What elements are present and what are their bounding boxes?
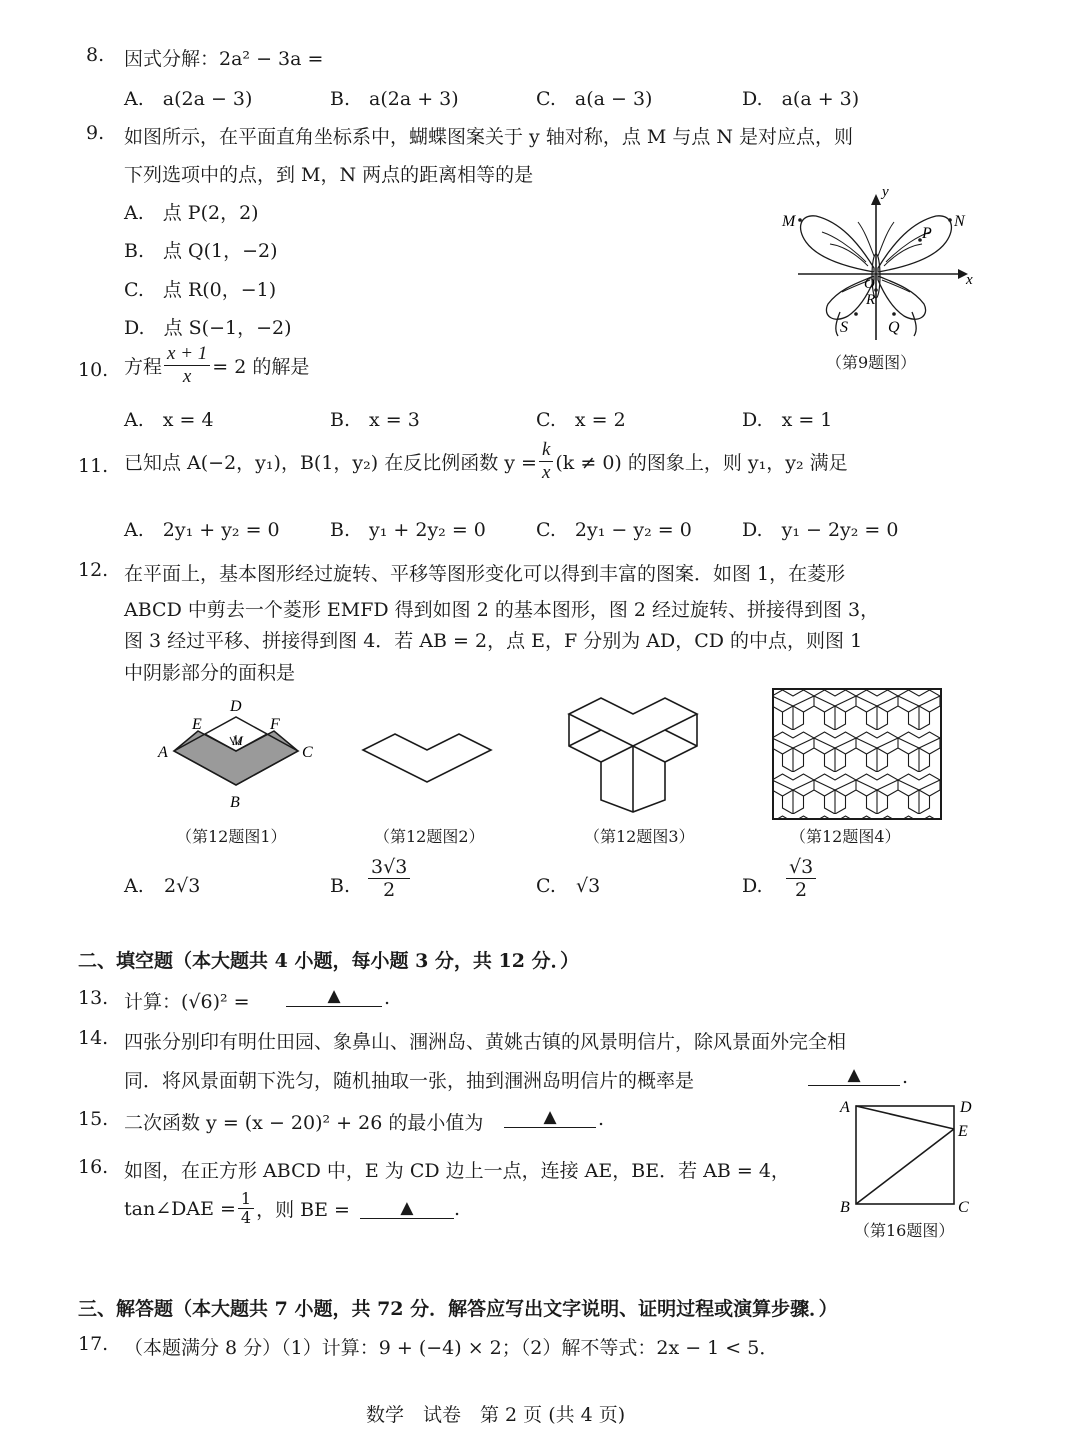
q9-label-p: P xyxy=(922,225,932,242)
q12-option-d-den: 2 xyxy=(795,879,808,901)
q16-number: 16. xyxy=(78,1156,109,1178)
q11-option-c: C. 2y₁ − y₂ = 0 xyxy=(536,519,692,541)
q16-figure-caption: （第16题图） xyxy=(854,1221,955,1240)
q10-option-c: C. x = 2 xyxy=(536,409,626,431)
q13-stem: 计算：(√6)² = xyxy=(124,991,250,1013)
q10-prefix: 方程 xyxy=(124,356,163,378)
q12-fig1-label-b: B xyxy=(230,794,240,811)
q16-answer-blank[interactable]: ▲ xyxy=(360,1198,454,1219)
q10-fraction xyxy=(164,343,210,388)
q12-stem-line1: 在平面上，基本图形经过旋转、平移等图形变化可以得到丰富的图案．如图 1，在菱形 xyxy=(124,563,846,585)
q16-label-e: E xyxy=(958,1123,968,1140)
q10-option-d: D. x = 1 xyxy=(742,409,833,431)
q11-suffix: (k ≠ 0) 的图象上，则 y₁，y₂ 满足 xyxy=(555,452,848,474)
q12-stem-line3: 图 3 经过平移、拼接得到图 4．若 AB = 2，点 E，F 分别为 AD，CD 的中点，则图 1 xyxy=(124,630,863,652)
q12-figure-3 xyxy=(565,690,705,815)
q9-label-r: R xyxy=(866,292,876,308)
q12-option-b-den: 2 xyxy=(383,879,396,901)
q16-frac-num: 1 xyxy=(238,1190,254,1209)
q12-fig2-caption: （第12题图2） xyxy=(374,827,485,846)
q16-tan-suffix: ，则 BE = xyxy=(256,1199,350,1221)
q8-option-c: C. a(a − 3) xyxy=(536,88,653,110)
q11-option-d: D. y₁ − 2y₂ = 0 xyxy=(742,519,899,541)
q14-end: . xyxy=(902,1066,909,1088)
q9-option-b: B. 点 Q(1，−2) xyxy=(124,240,278,262)
q11-option-a: A. 2y₁ + y₂ = 0 xyxy=(124,519,280,541)
q14-answer-blank[interactable]: ▲ xyxy=(808,1065,900,1086)
q9-number: 9. xyxy=(86,122,105,144)
q8-number: 8. xyxy=(86,44,105,66)
q13-answer-blank[interactable]: ▲ xyxy=(286,986,382,1007)
q12-fig1-label-a: A xyxy=(158,744,168,761)
q10-suffix: = 2 的解是 xyxy=(212,356,310,378)
q8-option-a: A. a(2a − 3) xyxy=(124,88,253,110)
q12-fig1-label-d: D xyxy=(230,698,242,715)
q10-frac-den: x xyxy=(182,366,192,387)
q16-tan-prefix: tan∠DAE = xyxy=(124,1197,236,1220)
q13-number: 13. xyxy=(78,987,109,1009)
q12-option-b-fraction xyxy=(368,856,410,901)
q12-number: 12. xyxy=(78,559,109,581)
q9-label-s: S xyxy=(840,319,848,336)
q16-end: . xyxy=(453,1197,460,1220)
section3-heading: 三、解答题（本大题共 7 小题，共 72 分．解答应写出文字说明、证明过程或演算步骤．） xyxy=(78,1298,838,1320)
q9-option-c: C. 点 R(0，−1) xyxy=(124,279,277,301)
q16-label-b: B xyxy=(840,1199,850,1214)
q9-stem-line1: 如图所示，在平面直角坐标系中，蝴蝶图案关于 y 轴对称，点 M 与点 N 是对应点，则 xyxy=(124,126,854,148)
q9-stem-line2: 下列选项中的点，到 M，N 两点的距离相等的是 xyxy=(124,164,534,186)
q12-option-c-value: √3 xyxy=(576,875,601,897)
q10-frac-num: x + 1 xyxy=(164,343,210,366)
q11-option-b: B. y₁ + 2y₂ = 0 xyxy=(330,519,486,541)
q16-label-d: D xyxy=(960,1099,972,1116)
q12-figure-2 xyxy=(355,720,525,800)
q10-number: 10. xyxy=(78,359,109,381)
q11-stem xyxy=(124,439,848,484)
q9-label-m: M xyxy=(782,213,796,230)
q9-option-d: D. 点 S(−1，−2) xyxy=(124,317,292,339)
q11-frac-num: k xyxy=(539,439,553,462)
q16-square-figure xyxy=(836,1094,986,1214)
page-footer: 数学 试卷 第 2 页 (共 4 页) xyxy=(366,1404,626,1426)
q16-stem-line1: 如图，在正方形 ABCD 中，E 为 CD 边上一点，连接 AE，BE．若 AB = 4， xyxy=(124,1160,790,1182)
q14-stem-line2: 同．将风景面朝下洗匀，随机抽取一张，抽到涠洲岛明信片的概率是 xyxy=(124,1070,695,1092)
q12-option-d-num: √3 xyxy=(786,856,816,879)
q10-option-b: B. x = 3 xyxy=(330,409,420,431)
q11-prefix: 已知点 A(−2，y₁)，B(1，y₂) 在反比例函数 y = xyxy=(124,452,537,474)
q11-fraction xyxy=(539,439,553,484)
q9-label-y: y xyxy=(882,184,889,200)
q12-option-d-label: D. xyxy=(742,875,763,897)
q10-option-a: A. x = 4 xyxy=(124,409,214,431)
q8-option-b: B. a(2a + 3) xyxy=(330,88,459,110)
q12-stem-line2: ABCD 中剪去一个菱形 EMFD 得到如图 2 的基本图形，图 2 经过旋转、拼接得到图 3， xyxy=(124,599,880,621)
q12-figure-1 xyxy=(150,695,330,815)
q12-option-c-label: C. xyxy=(536,875,556,897)
q9-label-q: Q xyxy=(888,319,900,336)
q12-figure-4 xyxy=(772,688,942,820)
section2-heading: 二、填空题（本大题共 4 小题，每小题 3 分，共 12 分．） xyxy=(78,950,580,972)
q12-fig4-caption: （第12题图4） xyxy=(790,827,901,846)
q15-number: 15. xyxy=(78,1108,109,1130)
q10-stem xyxy=(124,343,309,388)
q9-option-a: A. 点 P(2，2) xyxy=(124,202,259,224)
q12-fig1-caption: （第12题图1） xyxy=(176,827,287,846)
q12-option-a-value: 2√3 xyxy=(164,875,201,897)
q15-stem: 二次函数 y = (x − 20)² + 26 的最小值为 xyxy=(124,1112,484,1134)
q9-label-n: N xyxy=(954,213,965,230)
q9-figure-caption: （第9题图） xyxy=(826,353,917,372)
q16-frac-den: 4 xyxy=(240,1208,252,1227)
q9-label-x: x xyxy=(966,272,973,288)
q14-number: 14. xyxy=(78,1027,109,1049)
q16-label-a: A xyxy=(840,1099,850,1116)
q11-number: 11. xyxy=(78,455,109,477)
q12-fig1-label-c: C xyxy=(302,744,313,761)
q17-stem: （本题满分 8 分）（1）计算：9 + (−4) × 2；（2）解不等式：2x − 1 < 5． xyxy=(124,1337,779,1359)
q12-stem-line4: 中阴影部分的面积是 xyxy=(124,662,296,684)
q12-option-b-label: B. xyxy=(330,875,351,897)
q12-option-d-fraction xyxy=(786,856,816,901)
q9-label-o: O xyxy=(864,276,875,292)
q12-option-a-label: A. xyxy=(124,875,144,897)
q12-fig1-label-e: E xyxy=(192,716,202,733)
q16-label-c: C xyxy=(958,1199,969,1214)
q11-frac-den: x xyxy=(541,462,551,483)
q14-stem-line1: 四张分别印有明仕田园、象鼻山、涠洲岛、黄姚古镇的风景明信片，除风景面外完全相 xyxy=(124,1031,847,1053)
q12-fig1-label-m: M xyxy=(232,733,243,748)
q8-option-d: D. a(a + 3) xyxy=(742,88,860,110)
q13-end: . xyxy=(384,987,391,1009)
q12-fig3-caption: （第12题图3） xyxy=(584,827,695,846)
q12-option-b-num: 3√3 xyxy=(368,856,410,879)
q9-butterfly-figure xyxy=(770,180,980,350)
q17-number: 17. xyxy=(78,1333,109,1355)
q15-answer-blank[interactable]: ▲ xyxy=(504,1107,596,1128)
q8-stem: 因式分解：2a² − 3a = xyxy=(124,48,324,70)
q16-stem-line2 xyxy=(124,1190,460,1227)
q15-end: . xyxy=(598,1108,605,1130)
q12-fig1-label-f: F xyxy=(270,716,280,733)
q16-fraction xyxy=(238,1190,254,1227)
